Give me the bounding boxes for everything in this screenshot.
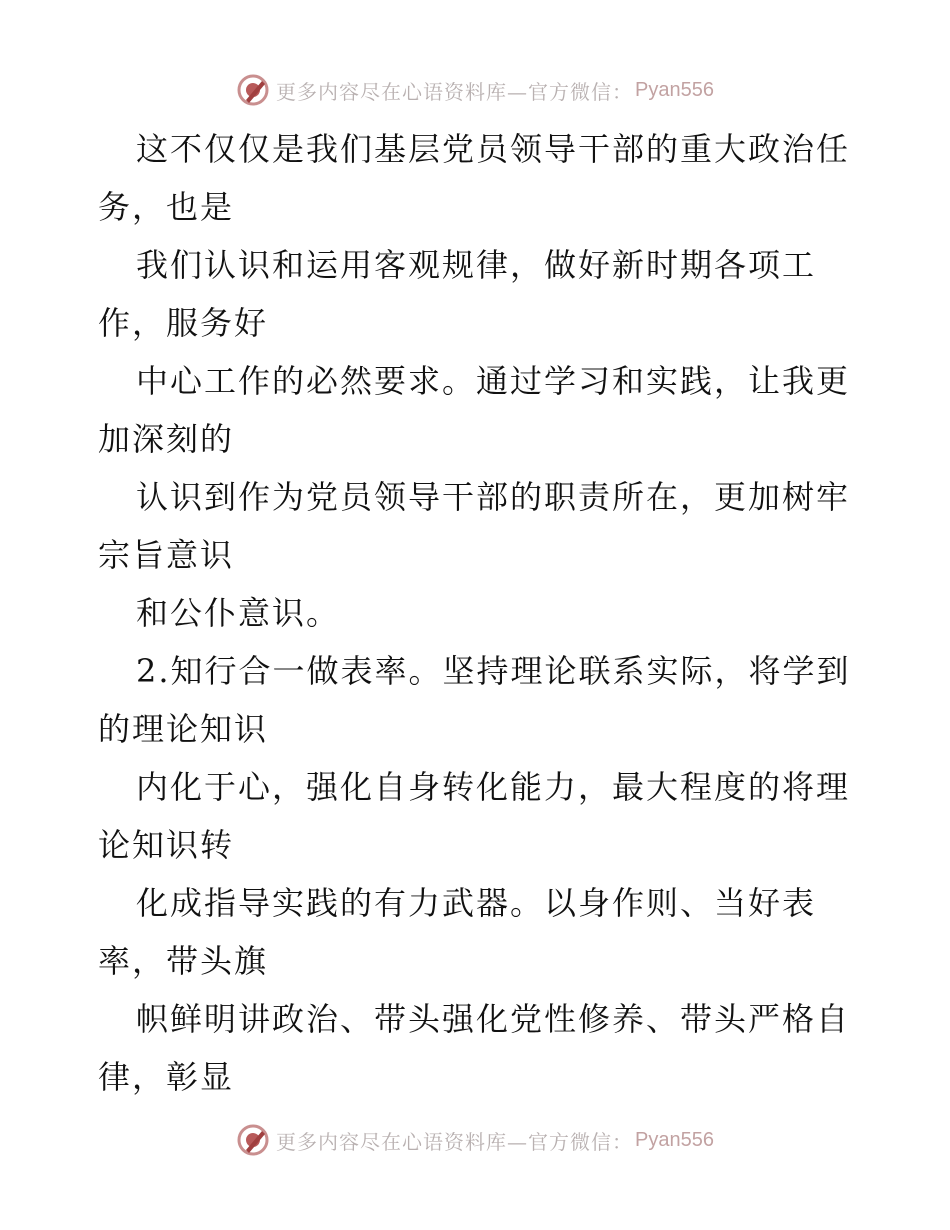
header-banner	[0, 70, 950, 110]
footer-banner	[0, 1120, 950, 1160]
text-line: 认识到作为党员领导干部的职责所在，更加树牢	[136, 478, 851, 516]
text-line: 加深刻的	[98, 420, 235, 458]
text-line: 和公仆意识。	[136, 594, 341, 632]
document-body	[98, 120, 858, 1106]
banner-wechat-id: Pyan556	[635, 1128, 714, 1151]
text-line: 2.知行合一做表率。坚持理论联系实际，将学到	[136, 652, 851, 690]
text-line: 的理论知识	[98, 710, 269, 748]
text-line: 宗旨意识	[98, 536, 235, 574]
text-line: 率，带头旗	[98, 942, 269, 980]
text-line: 务，也是	[98, 188, 235, 226]
text-line: 内化于心，强化自身转化能力，最大程度的将理	[136, 768, 851, 806]
text-line: 律，彰显	[98, 1058, 235, 1096]
text-line: 这不仅仅是我们基层党员领导干部的重大政治任	[136, 130, 851, 168]
text-line: 作，服务好	[98, 304, 269, 342]
text-line: 论知识转	[98, 826, 235, 864]
text-line: 我们认识和运用客观规律，做好新时期各项工	[136, 246, 817, 284]
banner-wechat-id: Pyan556	[635, 78, 714, 101]
text-line: 中心工作的必然要求。通过学习和实践，让我更	[136, 362, 851, 400]
banner-text: 更多内容尽在心语资料库—官方微信：	[276, 79, 634, 104]
banner-text: 更多内容尽在心语资料库—官方微信：	[276, 1129, 634, 1154]
pen-logo-icon	[236, 73, 270, 107]
text-line: 帜鲜明讲政治、带头强化党性修养、带头严格自	[136, 1000, 851, 1038]
text-line: 化成指导实践的有力武器。以身作则、当好表	[136, 884, 817, 922]
pen-logo-icon	[236, 1123, 270, 1157]
